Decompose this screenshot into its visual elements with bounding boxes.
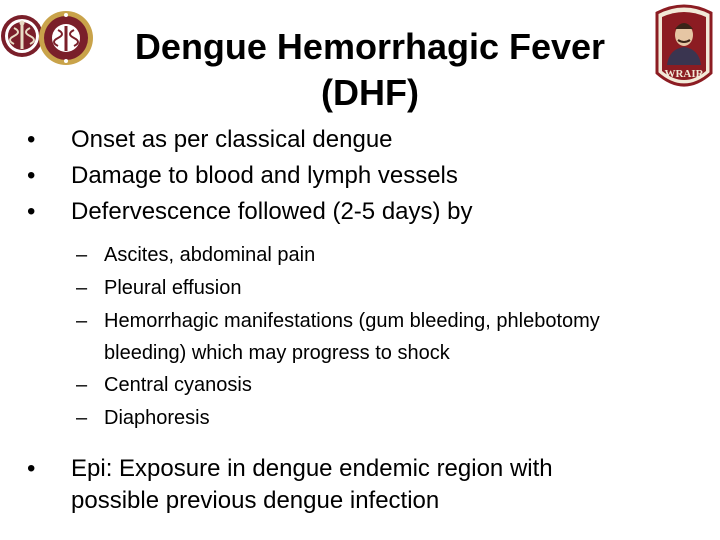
sub-bullet-list bbox=[0, 239, 720, 435]
bullet-list bbox=[0, 125, 720, 517]
army-medical-insignia-icon bbox=[0, 0, 96, 78]
bullet-dot-icon: • bbox=[27, 455, 36, 482]
title-line-2: (DHF) bbox=[321, 72, 419, 113]
sub-bullet-item bbox=[0, 369, 720, 402]
sub-bullet-text: Central cyanosis bbox=[104, 374, 252, 396]
title-line-1: Dengue Hemorrhagic Fever bbox=[134, 26, 606, 67]
bullet-dot-icon: • bbox=[27, 198, 36, 225]
dash-icon: – bbox=[76, 277, 88, 299]
bullet-item bbox=[0, 125, 720, 155]
bullet-text: Damage to blood and lymph vessels bbox=[71, 162, 458, 189]
sub-bullet-text: Ascites, abdominal pain bbox=[104, 244, 316, 266]
sub-bullet-item bbox=[0, 272, 720, 305]
wrair-crest-icon bbox=[653, 3, 715, 95]
bullet-item bbox=[0, 197, 720, 227]
bullet-dot-icon: • bbox=[27, 162, 36, 189]
bullet-item bbox=[0, 453, 720, 517]
bullet-item bbox=[0, 161, 720, 191]
dash-icon: – bbox=[76, 407, 88, 429]
dash-icon: – bbox=[76, 244, 88, 266]
dash-icon: – bbox=[76, 374, 88, 396]
bullet-text: Defervescence followed (2-5 days) by bbox=[71, 198, 473, 225]
sub-bullet-text: Pleural effusion bbox=[104, 277, 242, 299]
dash-icon: – bbox=[76, 310, 88, 332]
sub-bullet-text: Diaphoresis bbox=[104, 407, 210, 429]
sub-bullet-item bbox=[0, 239, 720, 272]
wrair-label: WRAIR bbox=[664, 68, 704, 80]
bullet-text: Onset as per classical dengue bbox=[71, 126, 393, 153]
bullet-text: Epi: Exposure in dengue endemic region with possible previous dengue infection bbox=[71, 455, 553, 514]
sub-bullet-text: Hemorrhagic manifestations (gum bleeding, phlebotomy bleeding) which may progress to shock bbox=[104, 310, 600, 364]
slide-title bbox=[90, 24, 650, 116]
sub-bullet-item bbox=[0, 305, 720, 369]
bullet-dot-icon: • bbox=[27, 126, 36, 153]
sub-bullet-item bbox=[0, 402, 720, 435]
